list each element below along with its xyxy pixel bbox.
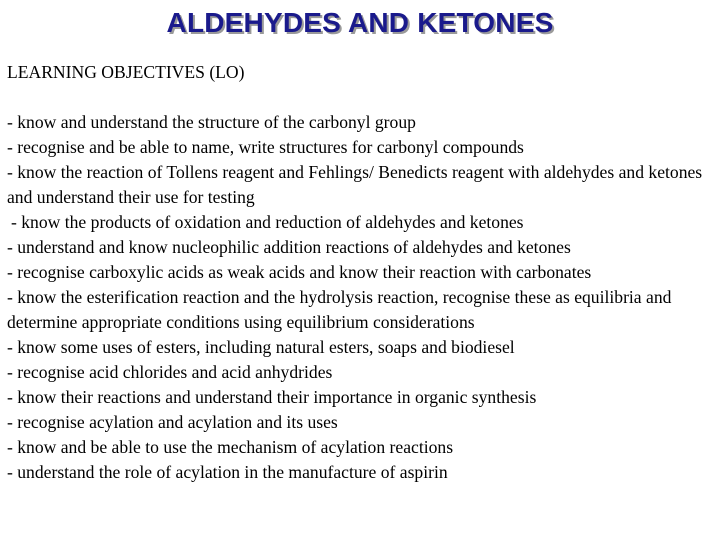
objective-item: - recognise carboxylic acids as weak acids and know their reaction with carbonates — [7, 262, 592, 282]
objective-item: - recognise acid chlorides and acid anhydrides — [7, 362, 333, 382]
objective-item: - understand and know nucleophilic addition reactions of aldehydes and ketones — [7, 237, 571, 257]
objective-item: - know the products of oxidation and reduction of aldehydes and ketones — [11, 212, 524, 232]
objective-item: - know and be able to use the mechanism of acylation reactions — [7, 437, 454, 457]
objective-item: - know the reaction of Tollens reagent and Fehlings/ Benedicts reagent with aldehydes and ketones and understand their use for testing — [7, 162, 703, 207]
objectives-heading: LEARNING OBJECTIVES (LO) — [7, 62, 245, 82]
objectives-list — [7, 110, 717, 485]
slide-content — [7, 60, 717, 485]
objective-item: - know their reactions and understand their importance in organic synthesis — [7, 387, 537, 407]
objective-item: - recognise acylation and acylation and its uses — [7, 412, 338, 432]
objective-item: - know and understand the structure of the carbonyl group — [7, 112, 416, 132]
objective-item: - understand the role of acylation in the manufacture of aspirin — [7, 462, 448, 482]
objective-item: - know the esterification reaction and the hydrolysis reaction, recognise these as equilibria and determine appropriate conditions using equilibrium considerations — [7, 287, 672, 332]
objective-item: - recognise and be able to name, write structures for carbonyl compounds — [7, 137, 524, 157]
slide-title: ALDEHYDES AND KETONES — [166, 7, 554, 38]
objective-item: - know some uses of esters, including natural esters, soaps and biodiesel — [7, 337, 515, 357]
